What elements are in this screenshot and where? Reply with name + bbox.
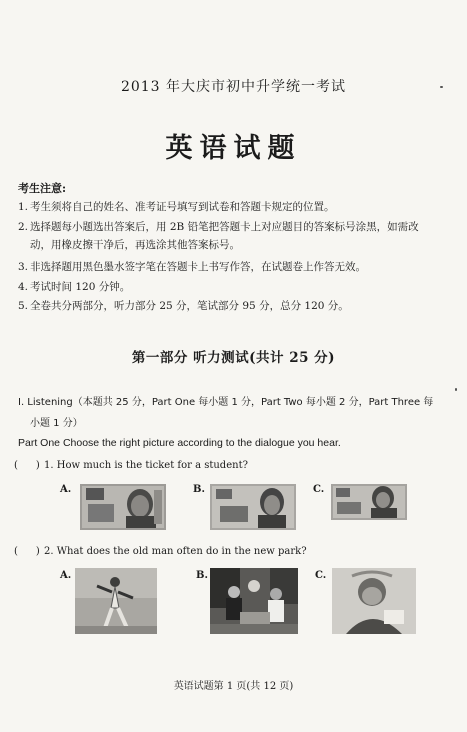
notice-item-4 (18, 279, 130, 294)
notice-item-3 (18, 259, 366, 274)
page-title: 2013 年大庆市初中升学统一考试 (120, 79, 347, 95)
old-man-photo[interactable] (332, 568, 416, 634)
notice-text: 选择题每小题选出答案后，用 2B 铅笔把答题卡上对应题目的答案标号涂黑，如需改 (30, 221, 419, 233)
section-title: 第一部分 听力测试(共计 25 分) (131, 350, 336, 366)
question-text: 2. What does the old man often do in the new park? (44, 546, 307, 557)
notice-text: 非选择题用黑色墨水签字笔在答题卡上书写作答，在试题卷上作答无效。 (30, 261, 366, 273)
scan-speck (440, 86, 443, 88)
banknote-100-image[interactable] (80, 484, 166, 530)
question-1 (14, 460, 248, 471)
notice-text: 全卷共分两部分，听力部分 25 分，笔试部分 95 分，总分 120 分。 (30, 300, 349, 312)
option-label-b: B. (193, 484, 205, 495)
page-footer: 英语试题第 1 页(共 12 页) (173, 681, 294, 692)
notice-number: 4. (18, 281, 29, 293)
option-label-c: C. (313, 484, 325, 495)
question-text: 1. How much is the ticket for a student? (44, 460, 248, 471)
notice-heading: 考生注意: (18, 182, 67, 195)
notice-item-2-continued: 动，用橡皮擦干净后，再选涂其他答案标号。 (30, 239, 240, 251)
chess-players-photo[interactable] (210, 568, 298, 634)
notice-item-2 (18, 219, 419, 234)
notice-number: 5. (18, 300, 29, 312)
notice-number: 3. (18, 261, 29, 273)
banknote-50-image[interactable] (210, 484, 296, 530)
listening-instructions: Ⅰ. Listening（本题共 25 分，Part One 每小题 1 分，Part Two 每小题 2 分，Part Three 每 (18, 397, 434, 408)
notice-number: 2. (18, 221, 29, 233)
notice-item-5 (18, 298, 349, 313)
option-label-a: A. (60, 570, 72, 581)
scan-speck (455, 388, 457, 391)
answer-blank[interactable]: ( ) (14, 460, 40, 471)
option-label-c: C. (315, 570, 327, 581)
answer-blank[interactable]: ( ) (14, 546, 40, 557)
tai-chi-photo[interactable] (75, 568, 157, 634)
notice-text: 考生须将自己的姓名、准考证号填写到试卷和答题卡规定的位置。 (30, 201, 335, 213)
notice-text: 考试时间 120 分钟。 (30, 281, 131, 293)
subject-title: 英语试题 (165, 133, 302, 164)
listening-instructions-continued: 小题 1 分） (30, 418, 83, 429)
notice-item-1 (18, 199, 335, 214)
banknote-image-c[interactable] (331, 484, 407, 520)
part-one-instruction: Part One Choose the right picture according to the dialogue you hear. (18, 437, 341, 449)
question-2 (14, 546, 307, 557)
option-label-b: B. (196, 570, 208, 581)
option-label-a: A. (60, 484, 72, 495)
notice-number: 1. (18, 201, 29, 213)
